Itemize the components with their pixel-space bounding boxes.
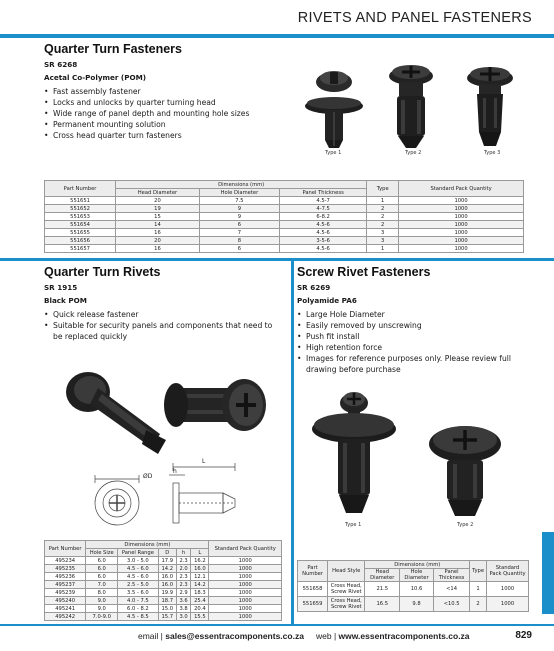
table-cell: 19 — [116, 205, 200, 213]
table-cell: 495234 — [45, 557, 86, 565]
table-cell: 9 — [199, 205, 279, 213]
table-cell: 15.0 — [158, 605, 176, 613]
header-rule — [0, 34, 554, 38]
table-row — [298, 597, 529, 612]
list-item: • Push fit install — [297, 331, 517, 342]
srf-code: SR 6269 — [297, 283, 331, 292]
table-cell: 4.5-6 — [280, 229, 367, 237]
table-cell: 2.9 — [176, 589, 191, 597]
table-cell: 2.0 — [176, 565, 191, 573]
table-header: Dimensions (mm) — [116, 181, 367, 189]
table-header: D — [158, 549, 176, 557]
table-cell: 6.0 — [86, 573, 118, 581]
table-cell: 1000 — [399, 245, 524, 253]
table-row — [298, 582, 529, 597]
table-cell: 9 — [199, 213, 279, 221]
table-cell: 1 — [367, 197, 399, 205]
srf-type1-image — [308, 385, 400, 517]
table-header: Hole Diameter — [199, 189, 279, 197]
table-cell: Cross Head, Screw Rivet — [328, 597, 365, 612]
table-cell: 551653 — [45, 213, 116, 221]
table-cell: 16 — [116, 229, 200, 237]
table-cell: 3.8 — [176, 605, 191, 613]
table-cell: 6.0 — [86, 565, 118, 573]
table-header: h — [176, 549, 191, 557]
table-cell: 15.5 — [191, 613, 209, 621]
table-cell: 1000 — [399, 213, 524, 221]
footer-email-link[interactable]: sales@essentracomponents.co.za — [165, 631, 304, 641]
table-row — [45, 229, 524, 237]
table-cell: 7 — [199, 229, 279, 237]
footer-rule — [0, 624, 554, 626]
drawing-label-d: ØD — [143, 473, 153, 480]
table-cell: 1 — [470, 582, 487, 597]
table-header: Head Diameter — [116, 189, 200, 197]
qtr-table — [44, 540, 282, 621]
table-cell: 6-8.2 — [280, 213, 367, 221]
table-header: Dimensions (mm) — [86, 541, 209, 549]
table-row — [45, 605, 282, 613]
table-cell: 1000 — [209, 581, 282, 589]
table-row — [45, 197, 524, 205]
table-cell: 495239 — [45, 589, 86, 597]
table-header: Type — [367, 181, 399, 197]
table-cell: 551659 — [298, 597, 328, 612]
table-cell: 1000 — [209, 597, 282, 605]
table-cell: 4.5 - 6.0 — [118, 573, 159, 581]
qtf-title: Quarter Turn Fasteners — [44, 42, 183, 56]
qtf-type3-image — [465, 56, 515, 151]
table-cell: 1000 — [209, 565, 282, 573]
footer-web: web | www.essentracomponents.co.za — [316, 631, 470, 641]
list-item: • Cross head quarter turn fasteners — [44, 130, 294, 141]
column-divider — [291, 258, 294, 624]
table-cell: 8 — [199, 237, 279, 245]
qtr-rivet-image-1 — [62, 368, 172, 456]
list-item: • Permanent mounting solution — [44, 119, 294, 130]
qtr-rivet-image-2 — [160, 366, 270, 446]
table-cell: 16.5 — [365, 597, 400, 612]
table-cell: 1 — [367, 245, 399, 253]
table-cell: 2.3 — [176, 573, 191, 581]
list-item: • Quick release fastener — [44, 309, 284, 320]
table-cell: 3.0 - 5.0 — [118, 557, 159, 565]
footer-web-link[interactable]: www.essentracomponents.co.za — [338, 631, 470, 641]
table-header: Part Number — [298, 561, 328, 582]
table-row — [45, 613, 282, 621]
qtf-bullet-list — [44, 86, 294, 141]
table-cell: 2 — [367, 205, 399, 213]
table-cell: 1000 — [487, 582, 529, 597]
table-header: Part Number — [45, 181, 116, 197]
list-item: • Wide range of panel depth and mounting hole sizes — [44, 108, 294, 119]
table-cell: 1000 — [399, 237, 524, 245]
table-cell: 551656 — [45, 237, 116, 245]
table-cell: 21.5 — [365, 582, 400, 597]
table-cell: 4.5 - 6.0 — [118, 565, 159, 573]
qtf-caption-type1: Type 1 — [325, 150, 342, 156]
table-cell: 4.5 - 8.5 — [118, 613, 159, 621]
table-header: Panel Range — [118, 549, 159, 557]
footer-email-label: email — [138, 631, 159, 641]
table-cell: 20 — [116, 237, 200, 245]
table-cell: 14.2 — [158, 565, 176, 573]
table-cell: 551655 — [45, 229, 116, 237]
table-header: L — [191, 549, 209, 557]
table-cell: 16.0 — [158, 573, 176, 581]
srf-bullet-list — [297, 309, 517, 375]
table-row — [45, 581, 282, 589]
qtf-code: SR 6268 — [44, 60, 78, 69]
table-cell: 15 — [116, 213, 200, 221]
table-header: Standard Pack Quantity — [399, 181, 524, 197]
table-cell: 6 — [199, 245, 279, 253]
table-header: Head Diameter — [365, 569, 400, 582]
table-cell: 12.1 — [191, 573, 209, 581]
table-cell: 16.0 — [158, 581, 176, 589]
table-cell: 9.8 — [400, 597, 434, 612]
table-header: Head Style — [328, 561, 365, 582]
srf-text-block — [297, 265, 517, 375]
list-item: • Suitable for security panels and components that need to be replaced quickly — [44, 320, 284, 342]
table-header: Hole Diameter — [400, 569, 434, 582]
table-cell: 495241 — [45, 605, 86, 613]
table-cell: 18.7 — [158, 597, 176, 605]
table-cell: 3-5-6 — [280, 237, 367, 245]
table-header: Panel Thickness — [280, 189, 367, 197]
table-cell: 3 — [367, 237, 399, 245]
qtr-text-block — [44, 265, 284, 342]
table-cell: 14 — [116, 221, 200, 229]
table-cell: 495237 — [45, 581, 86, 589]
table-cell: 2 — [470, 597, 487, 612]
table-row — [45, 597, 282, 605]
page-number: 829 — [515, 630, 532, 641]
table-header: Part Number — [45, 541, 86, 557]
table-cell: 16 — [116, 245, 200, 253]
list-item: • Fast assembly fastener — [44, 86, 294, 97]
table-row — [45, 237, 524, 245]
table-cell: 20.4 — [191, 605, 209, 613]
qtr-title: Quarter Turn Rivets — [44, 265, 161, 279]
table-header: Hole Size — [86, 549, 118, 557]
table-cell: 20 — [116, 197, 200, 205]
table-header: Panel Thickness — [433, 569, 469, 582]
table-cell: 8.0 — [86, 589, 118, 597]
drawing-label-l: L — [202, 458, 206, 465]
list-item: • Images for reference purposes only. Please review full drawing before purchase — [297, 353, 517, 375]
list-item: • Locks and unlocks by quarter turning head — [44, 97, 294, 108]
table-cell: 1000 — [209, 605, 282, 613]
table-cell: 9.0 — [86, 605, 118, 613]
table-row — [45, 213, 524, 221]
table-cell: 25.4 — [191, 597, 209, 605]
section-divider — [0, 258, 554, 261]
qtr-code: SR 1915 — [44, 283, 78, 292]
table-cell: <14 — [433, 582, 469, 597]
table-cell: 2 — [367, 213, 399, 221]
table-cell: 1000 — [399, 197, 524, 205]
srf-title: Screw Rivet Fasteners — [297, 265, 431, 279]
table-cell: 551658 — [298, 582, 328, 597]
table-cell: 2 — [367, 221, 399, 229]
table-cell: 551657 — [45, 245, 116, 253]
table-row — [45, 565, 282, 573]
qtr-bullet-list — [44, 309, 284, 342]
table-cell: 17.9 — [158, 557, 176, 565]
table-cell: 1000 — [209, 573, 282, 581]
table-row — [45, 589, 282, 597]
table-cell: 3 — [367, 229, 399, 237]
srf-material: Polyamide PA6 — [297, 296, 357, 305]
table-row — [45, 573, 282, 581]
table-cell: 3.6 — [176, 597, 191, 605]
drawing-label-h: h — [173, 468, 177, 475]
table-cell: 18.3 — [191, 589, 209, 597]
qtr-technical-drawing — [85, 455, 245, 535]
table-cell: 4-7.5 — [280, 205, 367, 213]
table-cell: 495242 — [45, 613, 86, 621]
qtr-material: Black POM — [44, 296, 87, 305]
table-cell: 19.9 — [158, 589, 176, 597]
list-item: • Large Hole Diameter — [297, 309, 517, 320]
table-cell: 1000 — [399, 205, 524, 213]
table-cell: 3.5 - 6.0 — [118, 589, 159, 597]
srf-table — [297, 560, 529, 612]
srf-caption-type1: Type 1 — [345, 522, 362, 528]
table-cell: 1000 — [209, 613, 282, 621]
table-cell: 495235 — [45, 565, 86, 573]
table-row — [45, 557, 282, 565]
table-row — [45, 221, 524, 229]
table-cell: 10.6 — [400, 582, 434, 597]
table-row — [45, 205, 524, 213]
table-cell: 6.0 — [86, 557, 118, 565]
list-item: • Easily removed by unscrewing — [297, 320, 517, 331]
qtf-caption-type2: Type 2 — [405, 150, 422, 156]
footer-web-label: web — [316, 631, 332, 641]
qtf-text-block — [44, 42, 294, 141]
page-header-title: RIVETS AND PANEL FASTENERS — [297, 10, 532, 26]
table-cell: 4.5-7 — [280, 197, 367, 205]
list-item: • High retention force — [297, 342, 517, 353]
table-cell: 1000 — [487, 597, 529, 612]
table-row — [45, 245, 524, 253]
table-cell: Cross Head, Screw Rivet — [328, 582, 365, 597]
table-cell: 495236 — [45, 573, 86, 581]
qtf-material: Acetal Co-Polymer (POM) — [44, 73, 147, 82]
table-cell: 16.0 — [191, 565, 209, 573]
table-header: Standard Pack Quantity — [487, 561, 529, 582]
table-cell: <10.5 — [433, 597, 469, 612]
table-cell: 2.3 — [176, 581, 191, 589]
table-header: Type — [470, 561, 487, 582]
table-cell: 6 — [199, 221, 279, 229]
table-cell: 7.0 — [86, 581, 118, 589]
qtf-type1-image — [303, 60, 365, 150]
footer-email: email | sales@essentracomponents.co.za — [138, 631, 304, 641]
srf-type2-image — [425, 420, 505, 520]
table-cell: 6.0 - 8.2 — [118, 605, 159, 613]
table-cell: 4.0 - 7.5 — [118, 597, 159, 605]
table-cell: 4.5-6 — [280, 221, 367, 229]
table-cell: 1000 — [399, 221, 524, 229]
table-cell: 3.0 — [176, 613, 191, 621]
qtf-type2-image — [386, 56, 436, 151]
table-cell: 551651 — [45, 197, 116, 205]
table-cell: 551652 — [45, 205, 116, 213]
table-cell: 2.3 — [176, 557, 191, 565]
table-cell: 1000 — [399, 229, 524, 237]
srf-caption-type2: Type 2 — [457, 522, 474, 528]
table-cell: 551654 — [45, 221, 116, 229]
qtf-caption-type3: Type 3 — [484, 150, 501, 156]
table-header: Dimensions (mm) — [365, 561, 470, 569]
table-cell: 4.5-6 — [280, 245, 367, 253]
table-cell: 7.5 — [199, 197, 279, 205]
table-cell: 1000 — [209, 557, 282, 565]
table-header: Standard Pack Quantity — [209, 541, 282, 557]
table-cell: 9.0 — [86, 597, 118, 605]
qtf-table — [44, 180, 524, 253]
table-cell: 7.0-9.0 — [86, 613, 118, 621]
table-cell: 1000 — [209, 589, 282, 597]
table-cell: 16.2 — [191, 557, 209, 565]
table-cell: 495240 — [45, 597, 86, 605]
table-cell: 14.2 — [191, 581, 209, 589]
table-cell: 15.7 — [158, 613, 176, 621]
section-side-tab — [542, 532, 554, 614]
table-cell: 2.5 - 5.0 — [118, 581, 159, 589]
